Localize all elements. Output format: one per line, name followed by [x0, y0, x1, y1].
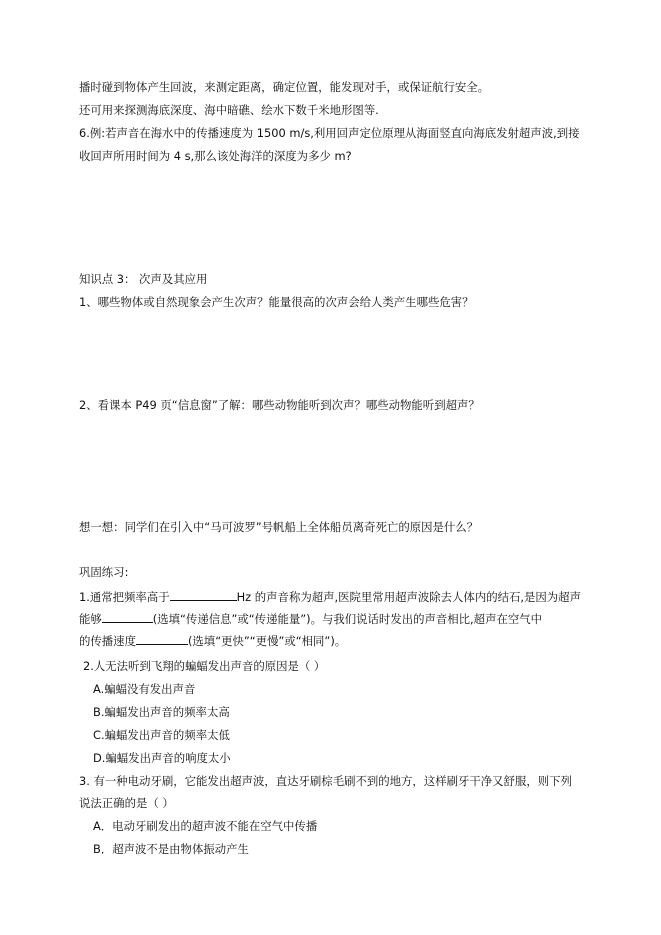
q1-text-a: 1.通常把频率高于	[79, 590, 170, 604]
practice-heading: 巩固练习:	[79, 565, 129, 579]
q1-text-c: 能够	[79, 612, 102, 626]
practice-q2-option-d: D.蝙蝠发出声音的响度太小	[93, 751, 231, 765]
practice-q2-stem: 2.人无法听到飞翔的蝙蝠发出声音的原因是（ ）	[83, 659, 326, 673]
section-3-heading: 知识点 3： 次声及其应用	[79, 272, 208, 286]
speed-blank[interactable]	[136, 633, 188, 645]
ability-blank[interactable]	[102, 611, 153, 623]
practice-q2-option-c: C.蝙蝠发出声音的频率太低	[93, 728, 230, 742]
practice-q1-line-3	[79, 633, 346, 648]
practice-q3-stem-line-2: 说法正确的是（ ）	[79, 796, 174, 810]
practice-q3-option-a: A．电动牙刷发出的超声波不能在空气中传播	[93, 819, 318, 833]
q1-text-d: (选填“传递信息”或“传递能量”)。与我们说话时发出的声音相比,超声在空气中	[152, 612, 543, 626]
section-3-question-1: 1、哪些物体或自然现象会产生次声？能量很高的次声会给人类产生哪些危害？	[79, 295, 474, 309]
practice-q2-option-b: B.蝙蝠发出声音的频率太高	[93, 705, 230, 719]
intro-line-1: 播时碰到物体产生回波，来测定距离，确定位置，能发现对手，或保证航行安全。	[79, 80, 490, 94]
section-3-question-2: 2、看课本 P49 页“信息窗”了解：哪些动物能听到次声？哪些动物能听到超声？	[79, 398, 480, 412]
practice-q1-line-1	[79, 589, 581, 604]
think-question: 想一想：同学们在引入中“马可波罗”号帆船上全体船员离奇死亡的原因是什么？	[79, 520, 479, 534]
intro-line-2: 还可用来探测海底深度、海中暗礁、绘水下数千米地形图等.	[79, 103, 379, 117]
practice-q3-stem-line-1: 3. 有一种电动牙刷，它能发出超声波，直达牙刷棕毛刷不到的地方，这样刷牙干净又舒服，则下列	[79, 774, 572, 788]
q1-text-e: 的传播速度	[79, 634, 136, 648]
frequency-blank[interactable]	[170, 589, 237, 601]
example-6-line-2: 收回声所用时间为 4 s,那么该处海洋的深度为多少 m?	[79, 149, 352, 163]
practice-q1-line-2	[79, 611, 542, 626]
practice-q3-option-b: B．超声波不是由物体振动产生	[93, 842, 249, 856]
q1-text-f: (选填“更快”“更慢”或“相同”)。	[187, 634, 347, 648]
practice-q2-option-a: A.蝙蝠没有发出声音	[93, 682, 196, 696]
example-6-line-1: 6.例:若声音在海水中的传播速度为 1500 m/s,利用回声定位原理从海面竖直向海底发射超声波,到接	[79, 126, 580, 140]
q1-text-b: Hz 的声音称为超声,医院里常用超声波除去人体内的结石,是因为超声	[236, 590, 581, 604]
